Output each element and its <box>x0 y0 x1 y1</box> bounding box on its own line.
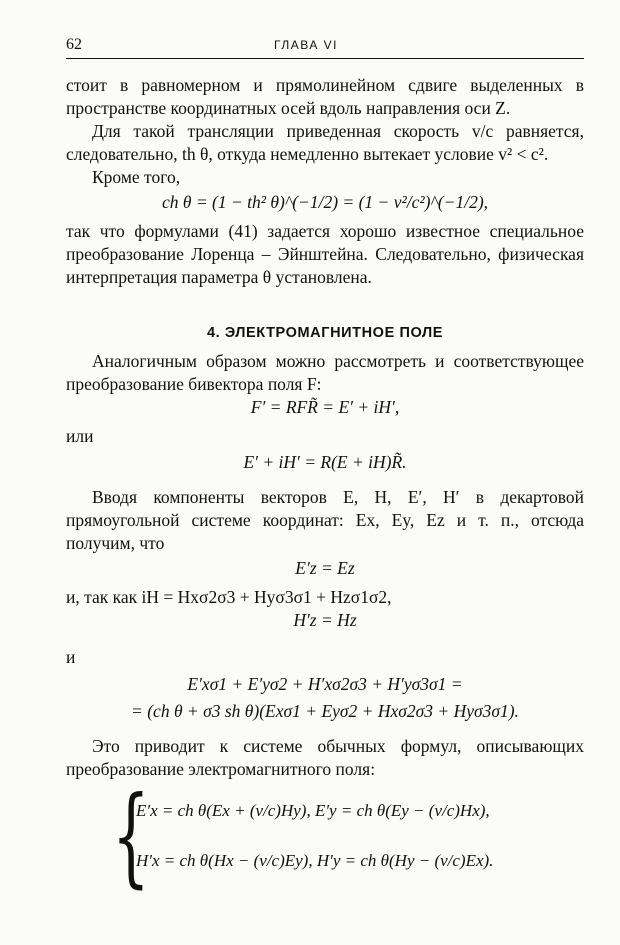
section-title: 4. ЭЛЕКТРОМАГНИТНОЕ ПОЛЕ <box>206 325 444 341</box>
field-transform-system <box>66 774 584 899</box>
paragraph-8: Это приводит к системе обычных формул, описывающих преобразование электромагнитного поля: <box>66 736 584 779</box>
system-row-1: E′x = ch θ(Ex + (v/c)Hy), E′y = ch θ(Ey − (v/c)Hx), <box>136 801 490 820</box>
paragraph-2: Для такой трансляции приведенная скорость v/c равняется, следовательно, th θ, откуда немедленно вытекает условие v² < c². <box>66 121 584 164</box>
system-row-2: H′x = ch θ(Hx − (v/c)Ey), H′y = ch θ(Hy − (v/c)Ex). <box>136 851 494 870</box>
left-brace: { <box>112 774 150 899</box>
paragraph-4: так что формулами (41) задается хорошо известное специальное преобразование Лоренца – Эйнштейна. Следовательно, физическая интерпретация параметра θ установлена. <box>66 221 584 287</box>
paragraph-6: Вводя компоненты векторов E, H, E′, H′ в декартовой прямоугольной системе координат: Ex, Ey, Ez и т. п., отсюда получим, что <box>66 487 584 553</box>
page <box>66 36 584 897</box>
word-or: или <box>66 426 94 446</box>
equation-expansion-line-2: = (ch θ + σ3 sh θ)(Exσ1 + Eyσ2 + Hxσ2σ3 + Hyσ3σ1). <box>131 701 519 721</box>
equation-transform: E′ + iH′ = R(E + iH)R̃. <box>243 452 407 472</box>
equation-bivector: F′ = RFR̃ = E′ + iH′, <box>250 397 400 417</box>
page-number: 62 <box>66 36 82 53</box>
paragraph-3: Кроме того, <box>92 167 181 187</box>
equation-expansion-line-1: E′xσ1 + E′yσ2 + H′xσ2σ3 + H′yσ3σ1 = <box>187 674 463 694</box>
word-and: и <box>66 647 76 667</box>
running-header <box>66 36 584 59</box>
paragraph-7: и, так как iH = Hxσ2σ3 + Hyσ3σ1 + Hzσ1σ2, <box>66 587 392 607</box>
equation-ch-theta <box>66 191 584 214</box>
paragraph-5: Аналогичным образом можно рассмотреть и соответствующее преобразование бивектора поля F: <box>66 351 584 394</box>
paragraph-1: стоит в равномерном и прямолинейном сдвиге выделенных в пространстве координатных осей вдоль направления оси Z. <box>66 75 584 118</box>
equation-ch-theta-text: ch θ = (1 − th² θ)^(−1/2) = (1 − v²/c²)^(−1/2), <box>161 192 489 212</box>
chapter-title: ГЛАВА VI <box>274 38 338 52</box>
equation-hz: H′z = Hz <box>293 610 357 630</box>
equation-ez: E′z = Ez <box>295 558 355 578</box>
